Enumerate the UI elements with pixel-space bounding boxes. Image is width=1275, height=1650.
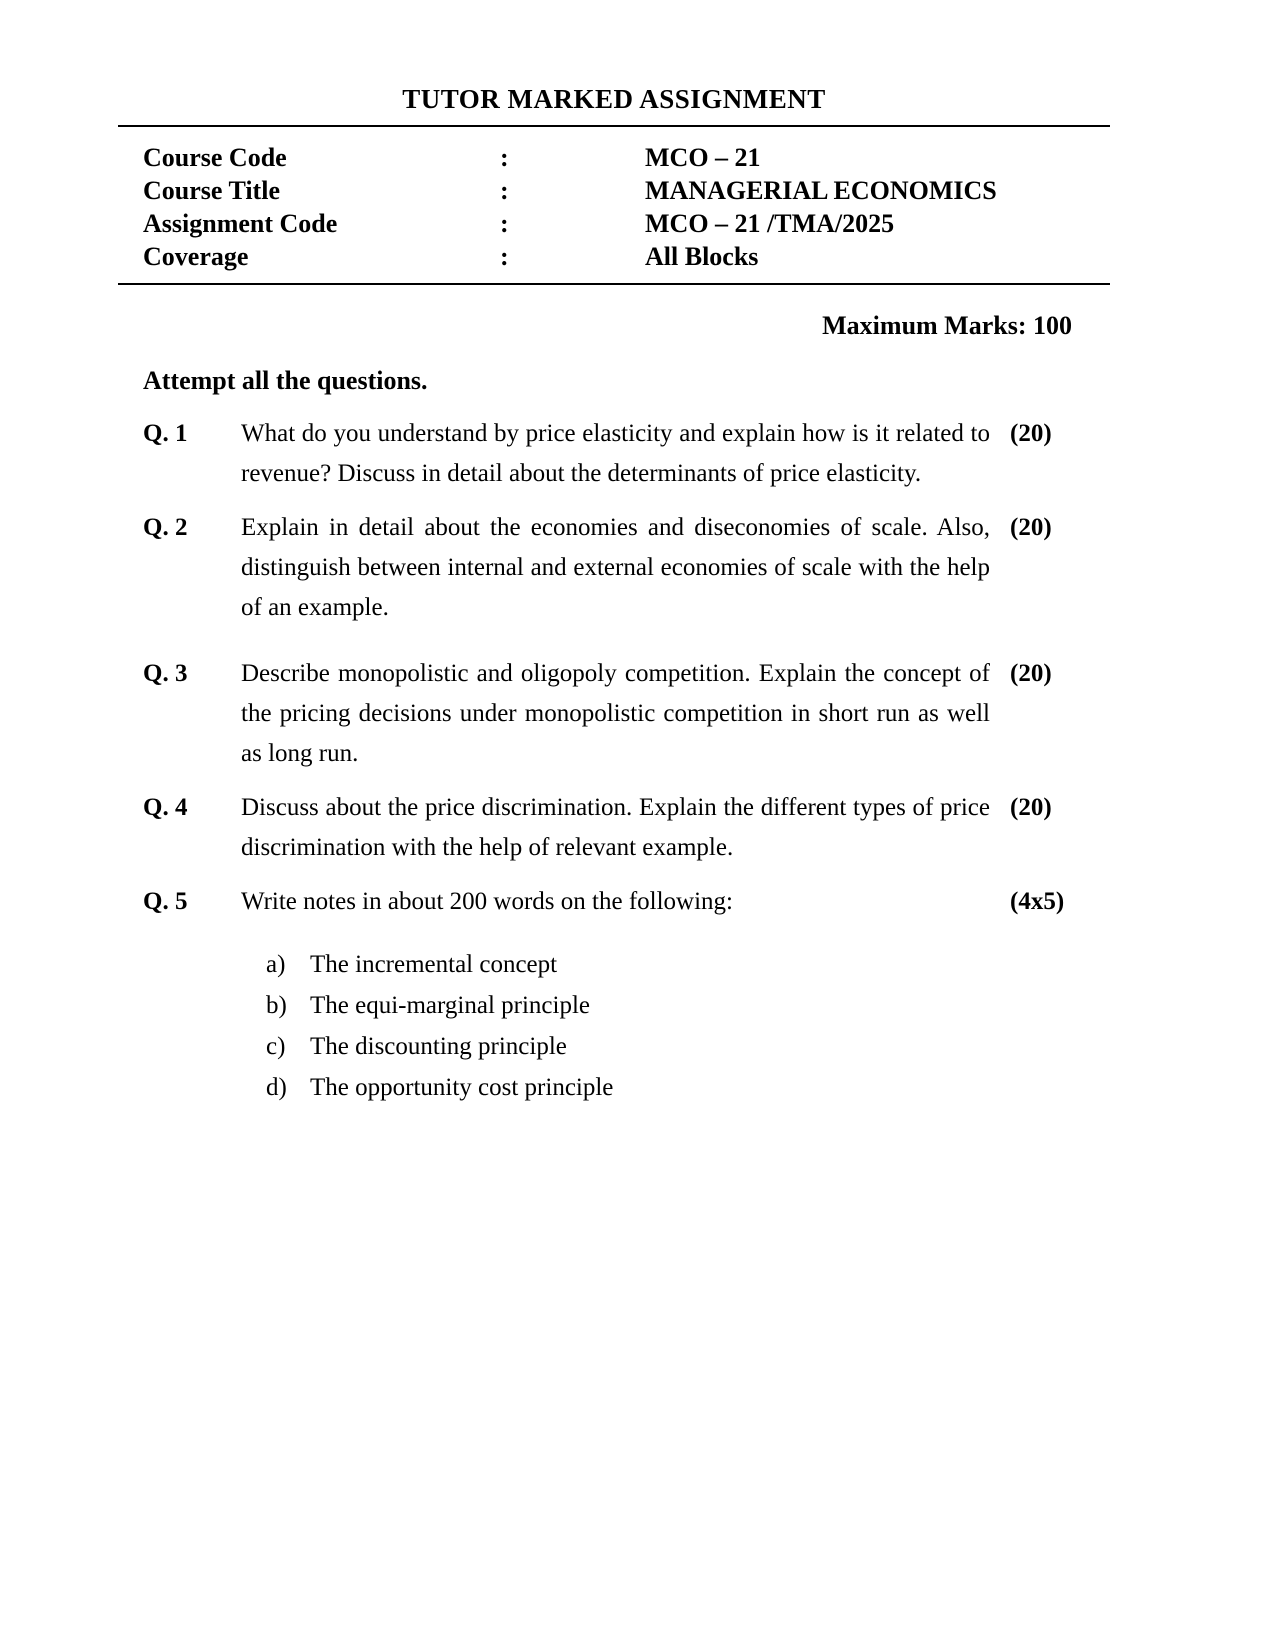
subitem-text: The incremental concept bbox=[310, 951, 558, 978]
question-text: Write notes in about 200 words on the following: bbox=[241, 888, 733, 915]
header-colon: : bbox=[500, 242, 509, 271]
subitem-text: The opportunity cost principle bbox=[310, 1074, 614, 1101]
question-list bbox=[118, 414, 1110, 1108]
header-colon: : bbox=[500, 176, 509, 205]
header-row bbox=[143, 240, 1110, 273]
header-row bbox=[143, 141, 1110, 174]
question-number: Q. 2 bbox=[143, 514, 188, 541]
question-number: Q. 1 bbox=[143, 420, 188, 447]
question-row bbox=[118, 788, 1110, 868]
header-colon: : bbox=[500, 143, 509, 172]
question-text: Explain in detail about the economies and diseconomies of scale. Also, distinguish between internal and external economies of scale with the help of an example. bbox=[241, 514, 990, 621]
subitem bbox=[266, 1067, 1110, 1108]
question-marks: (20) bbox=[1010, 420, 1052, 447]
question-row bbox=[118, 882, 1110, 922]
question-marks: (20) bbox=[1010, 794, 1052, 821]
header-label: Course Code bbox=[143, 143, 287, 172]
subitem-label: a) bbox=[266, 951, 286, 978]
header-label: Assignment Code bbox=[143, 209, 338, 238]
header-rule-bottom bbox=[118, 283, 1110, 285]
subitem-label: d) bbox=[266, 1074, 287, 1101]
header-row bbox=[143, 207, 1110, 240]
subitem-list bbox=[118, 944, 1110, 1108]
question-marks: (4x5) bbox=[1010, 888, 1065, 915]
subitem-label: b) bbox=[266, 992, 287, 1019]
question-row bbox=[118, 508, 1110, 628]
question-number: Q. 4 bbox=[143, 794, 188, 821]
header-label: Coverage bbox=[143, 242, 249, 271]
subitem-label: c) bbox=[266, 1033, 286, 1060]
document-content bbox=[118, 84, 1110, 1108]
header-label: Course Title bbox=[143, 176, 280, 205]
header-value: MCO – 21 bbox=[645, 143, 761, 172]
question-text: What do you understand by price elasticity and explain how is it related to revenue? Discuss in detail about the determinants of price elasticity. bbox=[241, 420, 990, 487]
page-title: TUTOR MARKED ASSIGNMENT bbox=[402, 84, 826, 114]
question-number: Q. 5 bbox=[143, 888, 188, 915]
header-value: MANAGERIAL ECONOMICS bbox=[645, 176, 997, 205]
question-marks: (20) bbox=[1010, 660, 1052, 687]
instruction-text: Attempt all the questions. bbox=[143, 366, 428, 395]
header-row bbox=[143, 174, 1110, 207]
header-value: All Blocks bbox=[645, 242, 759, 271]
subitem bbox=[266, 1026, 1110, 1067]
question-row bbox=[118, 414, 1110, 494]
subitem bbox=[266, 944, 1110, 985]
header-colon: : bbox=[500, 209, 509, 238]
question-text: Describe monopolistic and oligopoly competition. Explain the concept of the pricing decisions under monopolistic competition in short run as well as long run. bbox=[241, 660, 990, 767]
question-row bbox=[118, 654, 1110, 774]
subitem bbox=[266, 985, 1110, 1026]
question-marks: (20) bbox=[1010, 514, 1052, 541]
question-text: Discuss about the price discrimination. Explain the different types of price discrimination with the help of relevant example. bbox=[241, 794, 990, 861]
subitem-text: The equi-marginal principle bbox=[310, 992, 590, 1019]
maximum-marks: Maximum Marks: 100 bbox=[822, 311, 1072, 340]
question-number: Q. 3 bbox=[143, 660, 188, 687]
header-value: MCO – 21 /TMA/2025 bbox=[645, 209, 895, 238]
course-header-table bbox=[118, 127, 1110, 283]
subitem-text: The discounting principle bbox=[310, 1033, 567, 1060]
